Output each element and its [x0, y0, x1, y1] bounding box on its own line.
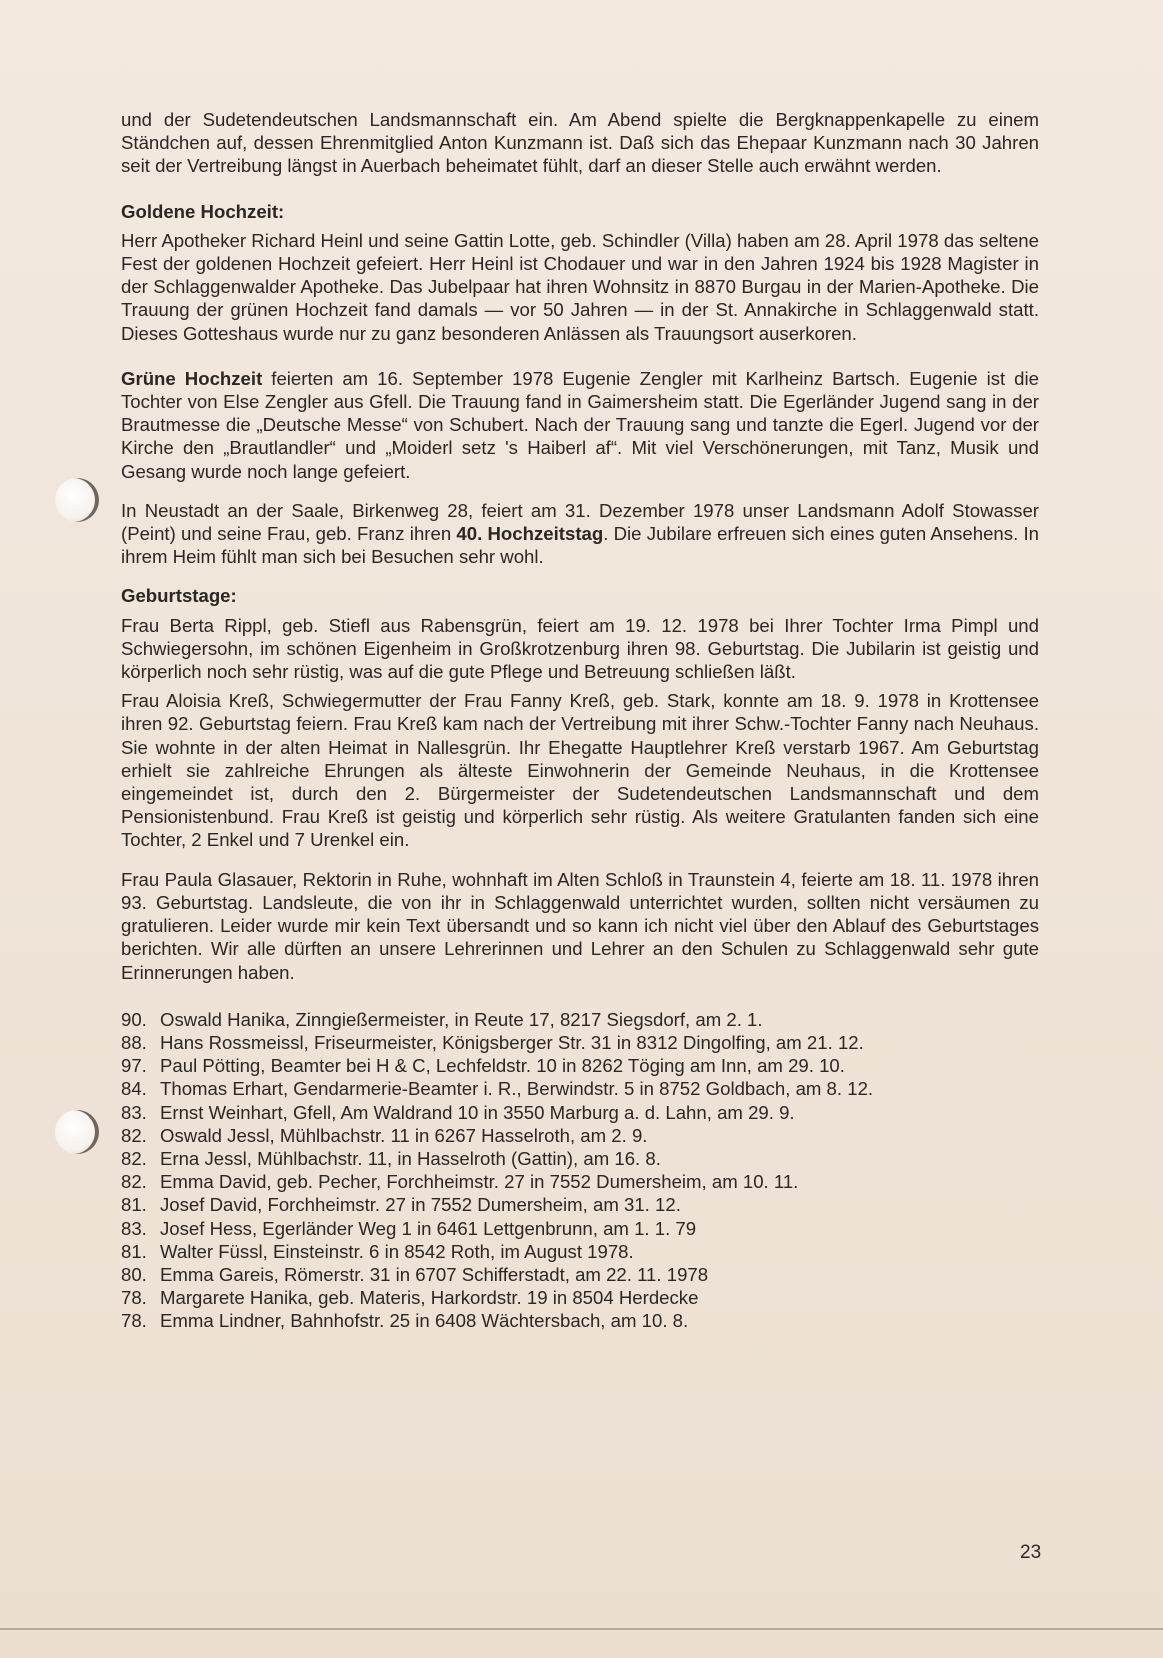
- entry-text: Josef Hess, Egerländer Weg 1 in 6461 Lettgenbrunn, am 1. 1. 79: [160, 1217, 697, 1239]
- entry-text: Walter Füssl, Einsteinstr. 6 in 8542 Roth, im August 1978.: [160, 1240, 634, 1262]
- age: 90.: [121, 1008, 147, 1030]
- list-item: [121, 1054, 1039, 1077]
- entry-text: Emma David, geb. Pecher, Forchheimstr. 27 in 7552 Dumersheim, am 10. 11.: [160, 1171, 799, 1193]
- entry-text: Thomas Erhart, Gendarmerie-Beamter i. R., Berwindstr. 5 in 8752 Goldbach, am 8. 12.: [160, 1078, 874, 1100]
- age: 82.: [121, 1124, 147, 1146]
- list-item: [121, 1077, 1039, 1100]
- heading-goldene-hochzeit: Goldene Hochzeit:: [121, 200, 285, 222]
- age: 83.: [121, 1217, 147, 1239]
- age: 81.: [121, 1240, 147, 1262]
- paragraph-intro: und der Sudetendeutschen Landsmannschaft ein. Am Abend spielte die Bergknappenkapelle zu einem Ständchen auf, dessen Ehrenmitglied Anton Kunzmann ist. Daß sich das Ehepaar Kunzmann nach 30 Jahren seit der Vertreibung längst in Auerbach beheimatet fühlt, darf an dieser Stelle auch erwähnt werden.: [121, 109, 1039, 177]
- list-item: [121, 1031, 1039, 1054]
- heading-geburtstage: Geburtstage:: [121, 585, 237, 607]
- entry-text: Josef David, Forchheimstr. 27 in 7552 Dumersheim, am 31. 12.: [160, 1194, 681, 1216]
- bold-hochzeitstag: 40. Hochzeitstag: [456, 523, 604, 545]
- entry-text: Emma Gareis, Römerstr. 31 in 6707 Schifferstadt, am 22. 11. 1978: [160, 1263, 709, 1285]
- age: 83.: [121, 1101, 147, 1123]
- paragraph-rippl: Frau Berta Rippl, geb. Stiefl aus Rabensgrün, feiert am 19. 12. 1978 bei Ihrer Tochter Irma Pimpl und Schwiegersohn, im schönen Eigenheim in Großkrotzenburg ihren 98. Geburtstag. Die Jubilarin ist geistig und körperlich noch sehr rüstig, was auf die gute Pflege und Betreuung schließen läßt.: [121, 614, 1039, 683]
- page-number: 23: [1020, 1542, 1042, 1563]
- punch-hole-bottom: [55, 1110, 99, 1154]
- age: 82.: [121, 1147, 147, 1169]
- age: 97.: [121, 1055, 147, 1077]
- age: 81.: [121, 1194, 147, 1216]
- entry-text: Oswald Jessl, Mühlbachstr. 11 in 6267 Hasselroth, am 2. 9.: [160, 1124, 648, 1146]
- list-item: [121, 1263, 1039, 1286]
- punch-hole-top: [55, 478, 99, 522]
- paragraph-kress: Frau Aloisia Kreß, Schwiegermutter der Frau Fanny Kreß, geb. Stark, konnte am 18. 9. 1978 in Krottensee ihren 92. Geburtstag feiern. Frau Kreß kam nach der Vertreibung mit ihrer Schw.-Tochter Fanny nach Neuhaus. Sie wohnte in der alten Heimat in Nallesgrün. Ihr Ehegatte Hauptlehrer Kreß verstarb 1967. Am Geburtstag erhielt sie zahlreiche Ehrungen als älteste Einwohnerin der Gemeinde Neuhaus, in die Krottensee eingemeindet ist, durch den 2. Bürgermeister der Sudetendeutschen Landsmannschaft und dem Pensionistenbund. Frau Kreß ist geistig und körperlich sehr rüstig. Als weitere Gratulanten fanden sich eine Tochter, 2 Enkel und 7 Urenkel ein.: [121, 690, 1039, 851]
- age: 84.: [121, 1078, 147, 1100]
- list-item: [121, 1008, 1039, 1031]
- entry-text: Oswald Hanika, Zinngießermeister, in Reute 17, 8217 Siegsdorf, am 2. 1.: [160, 1008, 763, 1030]
- list-item: [121, 1193, 1039, 1216]
- birthday-list: [121, 1008, 1039, 1333]
- age: 80.: [121, 1263, 147, 1285]
- entry-text: Hans Rossmeissl, Friseurmeister, Königsberger Str. 31 in 8312 Dingolfing, am 21. 12.: [160, 1031, 864, 1053]
- list-item: [121, 1286, 1039, 1309]
- paragraph-gruene-hochzeit: [121, 367, 1039, 483]
- paragraph-goldene-hochzeit: Herr Apotheker Richard Heinl und seine Gattin Lotte, geb. Schindler (Villa) haben am 28. April 1978 das seltene Fest der goldenen Hochzeit gefeiert. Herr Heinl ist Chodauer und war in den Jahren 1924 bis 1928 Magister in der Schlaggenwalder Apotheke. Das Jubelpaar hat ihren Wohnsitz in 8870 Burgau in der Marien-Apotheke. Die Trauung der grünen Hochzeit fand damals — vor 50 Jahren — in der St. Annakirche in Schlaggenwald statt. Dieses Gotteshaus wurde nur zu ganz besonderen Anlässen als Trauungsort auserkoren.: [121, 229, 1039, 344]
- age: 78.: [121, 1310, 147, 1332]
- list-item: [121, 1147, 1039, 1170]
- paragraph-hochzeitstag: [121, 499, 1039, 569]
- entry-text: Margarete Hanika, geb. Materis, Harkordstr. 19 in 8504 Herdecke: [160, 1287, 699, 1309]
- age: 88.: [121, 1031, 147, 1053]
- list-item: [121, 1170, 1039, 1193]
- entry-text: Paul Pötting, Beamter bei H & C, Lechfeldstr. 10 in 8262 Töging am Inn, am 29. 10.: [160, 1055, 845, 1077]
- text-hochzeitstag-a: In Neustadt an der Saale, Birkenweg 28, feiert am 31. Dezember 1978 unser Landsmann Adolf Stowasser (Peint) und seine Frau, geb. Franz ihren: [121, 499, 1039, 545]
- page-edge: [0, 1628, 1163, 1630]
- list-item: [121, 1309, 1039, 1332]
- paragraph-glasauer: Frau Paula Glasauer, Rektorin in Ruhe, wohnhaft im Alten Schloß in Traunstein 4, feierte am 18. 11. 1978 ihren 93. Geburtstag. Landsleute, die von ihr in Schlaggenwald unterrichtet wurden, sollten nicht versäumen zu gratulieren. Leider wurde mir kein Text übersandt und so kann ich nicht viel über den Ablauf des Geburtstages berichten. Wir alle dürften an unsere Lehrerinnen und Lehrer an den Schulen zu Schlaggenwald sehr gute Erinnerungen haben.: [121, 868, 1039, 983]
- article-body: [121, 108, 1039, 1333]
- list-item: [121, 1240, 1039, 1263]
- list-item: [121, 1124, 1039, 1147]
- list-item: [121, 1101, 1039, 1124]
- text-hochzeitstag-b: . Die Jubilare erfreuen sich eines guten Ansehens. In ihrem Heim fühlt man sich bei Besuchen sehr wohl.: [121, 523, 1039, 568]
- age: 78.: [121, 1287, 147, 1309]
- entry-text: Erna Jessl, Mühlbachstr. 11, in Hasselroth (Gattin), am 16. 8.: [160, 1147, 661, 1169]
- bold-gruene-hochzeit: Grüne Hochzeit: [121, 367, 263, 389]
- list-item: [121, 1217, 1039, 1240]
- entry-text: Emma Lindner, Bahnhofstr. 25 in 6408 Wächtersbach, am 10. 8.: [160, 1310, 689, 1332]
- text-gruene-hochzeit: feierten am 16. September 1978 Eugenie Zengler mit Karlheinz Bartsch. Eugenie ist die Tochter von Else Zengler aus Gfell. Die Trauung fand in Gaimersheim statt. Die Egerländer Jugend sang in der Brautmesse die „Deutsche Messe“ von Schubert. Nach der Trauung sang und tanzte die Egerl. Jugend vor der Kirche den „Brautlandler“ und „Moiderl setz 's Haiberl af“. Mit viel Verschönerungen, mit Tanz, Musik und Gesang wurde noch lange gefeiert.: [121, 367, 1039, 482]
- entry-text: Ernst Weinhart, Gfell, Am Waldrand 10 in 3550 Marburg a. d. Lahn, am 29. 9.: [160, 1101, 795, 1123]
- age: 82.: [121, 1171, 147, 1193]
